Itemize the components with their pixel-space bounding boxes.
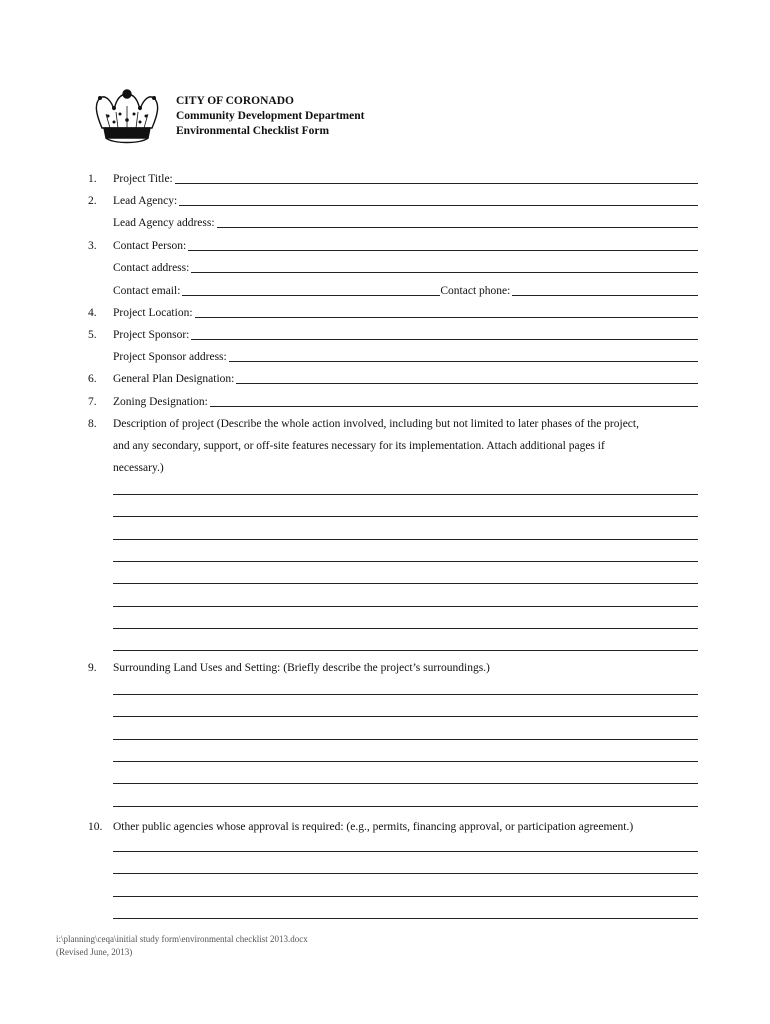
description-line[interactable] bbox=[113, 561, 698, 562]
contact-email-label: Contact email: bbox=[113, 285, 181, 297]
description-row bbox=[88, 416, 698, 432]
item-number: 6. bbox=[88, 373, 97, 385]
lead-agency-label: Lead Agency: bbox=[113, 195, 178, 207]
description-line[interactable] bbox=[113, 539, 698, 540]
agencies-label: Other public agencies whose approval is required: (e.g., permits, financing approval, or participation agreement.) bbox=[113, 821, 634, 833]
item-number: 4. bbox=[88, 307, 97, 319]
crown-icon bbox=[92, 84, 162, 150]
contact-phone-label: Contact phone: bbox=[440, 285, 511, 297]
agencies-line[interactable] bbox=[113, 873, 698, 874]
description-line[interactable] bbox=[113, 516, 698, 517]
contact-person-label: Contact Person: bbox=[113, 240, 187, 252]
department-name: Community Development Department bbox=[176, 110, 365, 122]
item-number: 1. bbox=[88, 173, 97, 185]
form-title: Environmental Checklist Form bbox=[176, 125, 330, 137]
general-plan-label: General Plan Designation: bbox=[113, 373, 235, 385]
contact-address-field[interactable] bbox=[191, 261, 698, 273]
surroundings-row bbox=[88, 660, 698, 676]
surroundings-line[interactable] bbox=[113, 783, 698, 784]
item-number: 8. bbox=[88, 418, 97, 430]
description-label-cont: necessary.) bbox=[113, 462, 164, 474]
zoning-row bbox=[88, 394, 698, 410]
agencies-line[interactable] bbox=[113, 851, 698, 852]
description-label-cont: and any secondary, support, or off-site features necessary for its implementation. Attach additional pages if bbox=[113, 440, 605, 452]
item-number: 3. bbox=[88, 240, 97, 252]
description-row-cont bbox=[88, 438, 698, 454]
general-plan-field[interactable] bbox=[236, 372, 698, 384]
lead-agency-address-label: Lead Agency address: bbox=[113, 217, 215, 229]
project-sponsor-label: Project Sponsor: bbox=[113, 329, 190, 341]
agencies-line[interactable] bbox=[113, 896, 698, 897]
item-number: 10. bbox=[88, 821, 103, 833]
surroundings-line[interactable] bbox=[113, 761, 698, 762]
description-line[interactable] bbox=[113, 606, 698, 607]
contact-phone-field[interactable] bbox=[512, 284, 698, 296]
document-footer bbox=[56, 933, 308, 959]
contact-email-field[interactable] bbox=[182, 284, 440, 296]
contact-address-row bbox=[88, 260, 698, 276]
project-sponsor-row bbox=[88, 327, 698, 343]
item-number: 9. bbox=[88, 662, 97, 674]
lead-agency-address-row bbox=[88, 215, 698, 231]
item-number: 2. bbox=[88, 195, 97, 207]
surroundings-line[interactable] bbox=[113, 716, 698, 717]
contact-person-row bbox=[88, 238, 698, 254]
file-path: i:\planning\ceqa\initial study form\environmental checklist 2013.docx bbox=[56, 934, 308, 944]
project-sponsor-address-label: Project Sponsor address: bbox=[113, 351, 227, 363]
project-location-label: Project Location: bbox=[113, 307, 193, 319]
project-location-field[interactable] bbox=[195, 306, 698, 318]
agencies-line[interactable] bbox=[113, 918, 698, 919]
project-title-field[interactable] bbox=[175, 172, 698, 184]
zoning-field[interactable] bbox=[210, 395, 698, 407]
project-sponsor-address-field[interactable] bbox=[229, 350, 698, 362]
surroundings-label: Surrounding Land Uses and Setting: (Briefly describe the project’s surroundings.) bbox=[113, 662, 490, 674]
project-sponsor-field[interactable] bbox=[191, 328, 698, 340]
contact-person-field[interactable] bbox=[188, 239, 698, 251]
project-location-row bbox=[88, 305, 698, 321]
project-title-label: Project Title: bbox=[113, 173, 173, 185]
general-plan-row bbox=[88, 371, 698, 387]
description-line[interactable] bbox=[113, 494, 698, 495]
agencies-row bbox=[88, 819, 698, 835]
description-line[interactable] bbox=[113, 650, 698, 651]
form-header bbox=[176, 94, 364, 139]
description-line[interactable] bbox=[113, 628, 698, 629]
contact-address-label: Contact address: bbox=[113, 262, 190, 274]
lead-agency-address-field[interactable] bbox=[217, 216, 698, 228]
lead-agency-row bbox=[88, 193, 698, 209]
revision-note: (Revised June, 2013) bbox=[56, 947, 133, 957]
item-number: 5. bbox=[88, 329, 97, 341]
project-sponsor-address-row bbox=[88, 349, 698, 365]
description-label: Description of project (Describe the whole action involved, including but not limited to later phases of the project, bbox=[113, 418, 639, 430]
contact-email-phone-row bbox=[88, 283, 698, 299]
description-line[interactable] bbox=[113, 583, 698, 584]
surroundings-line[interactable] bbox=[113, 739, 698, 740]
surroundings-line[interactable] bbox=[113, 806, 698, 807]
city-name: CITY OF CORONADO bbox=[176, 95, 294, 107]
description-row-cont bbox=[88, 460, 698, 476]
zoning-label: Zoning Designation: bbox=[113, 396, 208, 408]
surroundings-line[interactable] bbox=[113, 694, 698, 695]
project-title-row bbox=[88, 171, 698, 187]
item-number: 7. bbox=[88, 396, 97, 408]
lead-agency-field[interactable] bbox=[179, 194, 698, 206]
